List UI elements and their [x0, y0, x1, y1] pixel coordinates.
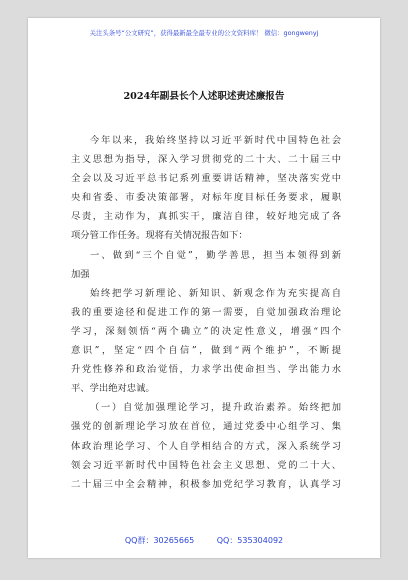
- footer-qq: QQ：535304092: [216, 536, 284, 545]
- body-line: 项分管工作任务。现将有关情况报告如下：: [71, 230, 248, 242]
- body-line: 始终把学习新理论、新知识、新观念作为充实提高自: [90, 287, 341, 299]
- body-line: 一、做到“三个自觉”，勤学善思，担当本领得到新: [90, 249, 341, 261]
- document-title: 2024年副县长个人述职述责述廉报告: [123, 91, 285, 102]
- body-line: 全会以及习近平总书记系列重要讲话精神，坚决落实党中: [71, 173, 341, 185]
- body-line: 领会习近平新时代中国特色社会主义思想、党的二十大、: [71, 459, 341, 471]
- body-text: [71, 131, 341, 494]
- footer-contacts: [28, 535, 380, 546]
- body-line: （一）自觉加强理论学习，提升政治素养。始终把加: [90, 402, 341, 414]
- body-line: 央和省委、市委决策部署，对标年度目标任务要求，履职: [71, 192, 341, 204]
- body-line: 意识”，坚定“四个自信”，做到“两个维护”，不断提: [71, 345, 341, 357]
- body-line: 平、学出绝对忠诚。: [71, 383, 155, 395]
- document-page: [28, 18, 380, 558]
- body-line: 尽责，主动作为，真抓实干，廉洁自律，较好地完成了各: [71, 211, 341, 223]
- body-line: 主义思想为指导，深入学习贯彻党的二十大、二十届三中: [71, 154, 341, 166]
- body-line: 升党性修养和政治觉悟，力求学出使命担当、学出能力水: [71, 364, 341, 376]
- body-line: 今年以来，我始终坚持以习近平新时代中国特色社会: [90, 135, 341, 146]
- body-line: 二十届三中全会精神，积极参加党纪学习教育，认真学习: [71, 478, 341, 490]
- body-line: 我的重要途径和促进工作的第一需要，自觉加强政治理论: [71, 306, 341, 318]
- body-line: 强党的创新理论学习放在首位，通过党委中心组学习、集: [71, 421, 341, 433]
- footer-qq-group: QQ群：30265665: [124, 536, 195, 545]
- header-note: 关注头条号“公文研究”，获得最新最全最专业的公文资料库！ 微信：gongwenyj: [89, 29, 319, 37]
- body-line: 学习，深刻领悟“两个确立”的决定性意义，增强“四个: [71, 325, 341, 337]
- body-line: 体政治理论学习、个人自学相结合的方式，深入系统学习: [71, 440, 341, 452]
- body-line: 加强: [71, 268, 90, 280]
